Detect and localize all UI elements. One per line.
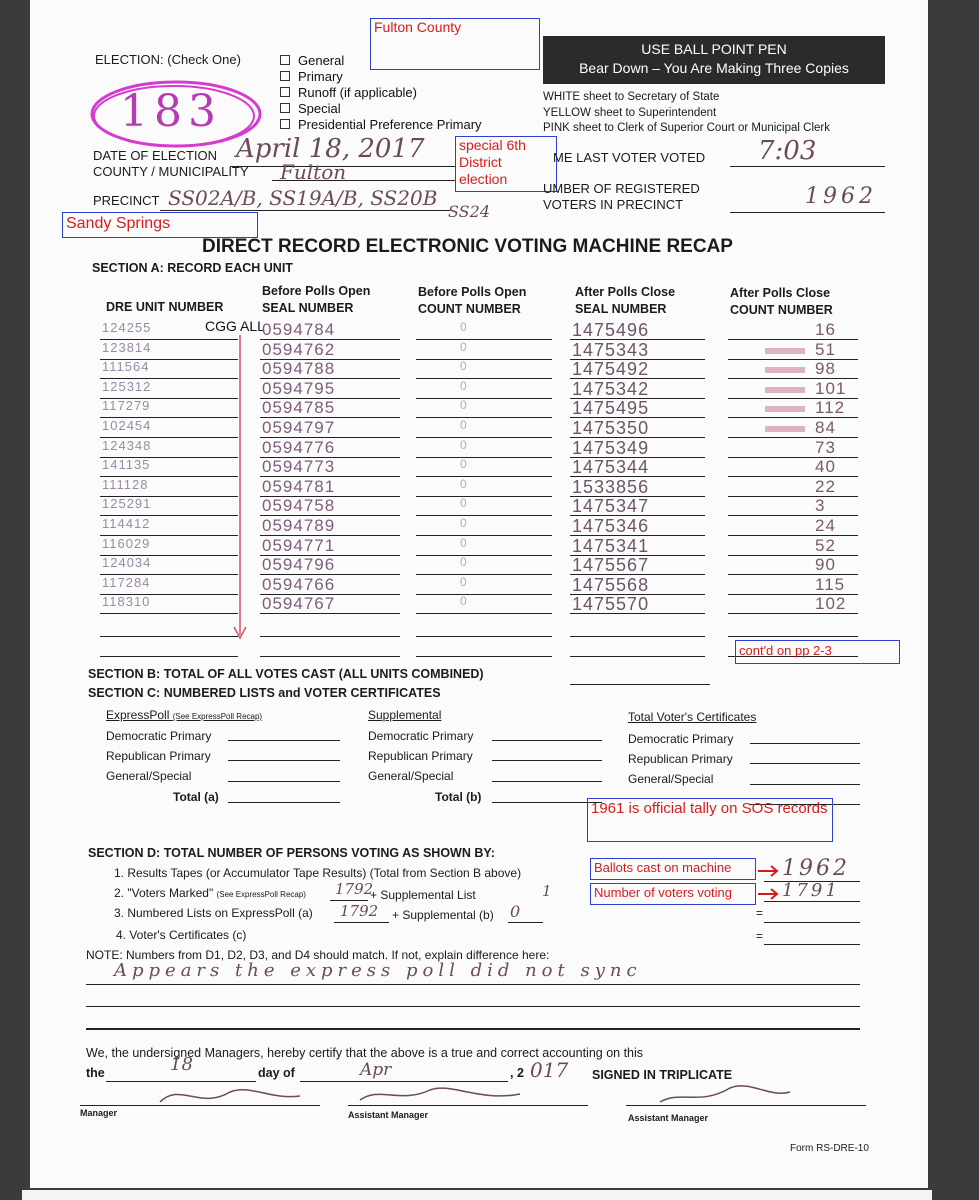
table-row	[30, 496, 928, 517]
copy-yellow: YELLOW sheet to Superintendent	[543, 106, 717, 119]
expresspoll-title: ExpressPoll (See ExpressPoll Recap)	[106, 708, 263, 722]
annotation-ballots-cast: Ballots cast on machine	[590, 858, 756, 880]
strike-mark	[765, 387, 805, 393]
before-count-number: 0	[460, 379, 468, 393]
after-seal-number: 1475350	[572, 418, 650, 438]
last-voter-label: ME LAST VOTER VOTED	[553, 150, 706, 165]
annotation-county: Fulton County	[370, 18, 540, 70]
cert-year: 017	[530, 1058, 569, 1082]
strike-mark	[765, 426, 805, 432]
table-row	[30, 379, 928, 400]
table-row	[30, 398, 928, 419]
col-before-count: Before Polls Open COUNT NUMBER	[418, 285, 527, 316]
before-count-number: 0	[460, 555, 468, 569]
col-after-seal: After Polls Close SEAL NUMBER	[575, 285, 676, 316]
table-row	[30, 320, 928, 341]
copy-white: WHITE sheet to Secretary of State	[543, 91, 720, 103]
copies-list	[543, 90, 830, 137]
before-count-number: 0	[460, 477, 468, 491]
section-c-label: SECTION C: NUMBERED LISTS and VOTER CERTIFICATES	[88, 686, 441, 700]
asst-manager-label-1: Assistant Manager	[348, 1110, 429, 1120]
unit-number: 116029	[102, 536, 151, 551]
total-b-label: Total (b)	[435, 790, 482, 804]
empty-row-line	[728, 636, 858, 637]
registered-label-1: UMBER OF REGISTERED	[543, 181, 700, 196]
unit-number: 124255	[102, 320, 152, 335]
before-seal-number: 0594767	[262, 594, 336, 613]
unit-number: 117279	[102, 398, 151, 413]
table-row	[30, 457, 928, 478]
after-count-number: 22	[815, 477, 836, 496]
after-seal-number: 1475343	[572, 340, 650, 360]
before-seal-number: 0594784	[262, 320, 336, 339]
after-seal-number: 1475495	[572, 398, 650, 418]
last-voter-value: 7:03	[758, 136, 817, 166]
table-row	[30, 516, 928, 537]
strike-mark	[765, 367, 805, 373]
after-count-number: 102	[815, 594, 847, 613]
after-seal-number: 1475570	[572, 594, 650, 614]
d2-value: 1791	[782, 880, 840, 901]
empty-row-line	[260, 636, 400, 637]
annotation-contd: cont'd on pp 2-3	[735, 640, 900, 664]
explanation: Appears the express poll did not sync	[114, 960, 642, 981]
empty-row-line	[100, 656, 238, 657]
precinct-value: SS02A/B, SS19A/B, SS20B	[168, 186, 438, 210]
county-label: COUNTY / MUNICIPALITY	[93, 164, 249, 179]
note-text: NOTE: Numbers from D1, D2, D3, and D4 should match. If not, explain difference here:	[86, 948, 550, 962]
unit-number: 123814	[102, 340, 152, 355]
d-item-1: 1. Results Tapes (or Accumulator Tape Results) (Total from Section B above)	[114, 866, 522, 880]
unit-number: 125312	[102, 379, 152, 394]
col-unit: DRE UNIT NUMBER	[106, 300, 224, 314]
d-item-3-supp-value: 0	[510, 902, 521, 921]
asst-manager-label-2: Assistant Manager	[628, 1113, 709, 1123]
after-count-number: 24	[815, 516, 836, 535]
before-count-number: 0	[460, 398, 468, 412]
option-special[interactable]: Special	[280, 101, 482, 117]
date-value: April 18, 2017	[236, 134, 425, 164]
unit-number: 114412	[102, 516, 151, 531]
row-underline	[100, 613, 238, 614]
d-item-3: 3. Numbered Lists on ExpressPoll (a)	[114, 906, 313, 920]
empty-row-line	[570, 636, 705, 637]
after-count-number: 52	[815, 536, 836, 555]
down-arrow-icon	[230, 335, 250, 645]
annotation-city: Sandy Springs	[62, 212, 258, 238]
arrow-icons	[758, 864, 782, 904]
eq-3: =	[756, 906, 764, 920]
ballpoint-line-1: USE BALL POINT PEN	[641, 41, 787, 57]
after-seal-number: 1533856	[572, 477, 650, 497]
before-seal-number: 0594762	[262, 340, 336, 359]
after-seal-number: 1475496	[572, 320, 650, 340]
eq-4: =	[756, 929, 764, 943]
annotation-special: special 6th District election	[455, 136, 557, 192]
cert-signed: SIGNED IN TRIPLICATE	[592, 1068, 733, 1082]
annotation-cgg: CGG ALL	[205, 318, 265, 334]
circled-number: 183	[120, 86, 222, 137]
table-row	[30, 594, 928, 615]
before-seal-number: 0594758	[262, 496, 336, 515]
after-seal-number: 1475342	[572, 379, 650, 399]
after-count-number: 101	[815, 379, 847, 398]
unit-number: 124034	[102, 555, 152, 570]
unit-number: 102454	[102, 418, 152, 433]
d1-value: 1962	[782, 856, 850, 881]
strike-mark	[765, 406, 805, 412]
section-d-label: SECTION D: TOTAL NUMBER OF PERSONS VOTING AS SHOWN BY:	[88, 846, 495, 860]
d-item-3-value: 1792	[340, 902, 379, 920]
table-row	[30, 536, 928, 557]
row-underline	[416, 613, 552, 614]
annotation-voters-voting: Number of voters voting	[590, 883, 756, 905]
table-row	[30, 555, 928, 576]
unit-number: 118310	[102, 594, 151, 609]
after-seal-number: 1475349	[572, 438, 650, 458]
option-ppp[interactable]: Presidential Preference Primary	[280, 117, 482, 133]
before-count-number: 0	[460, 575, 468, 589]
before-count-number: 0	[460, 320, 468, 334]
cert-year-prefix: , 2	[510, 1066, 524, 1080]
before-count-number: 0	[460, 457, 468, 471]
table-row	[30, 575, 928, 596]
after-seal-number: 1475341	[572, 536, 650, 556]
after-seal-number: 1475347	[572, 496, 650, 516]
before-seal-number: 0594796	[262, 555, 336, 574]
unit-number: 141135	[102, 457, 151, 472]
date-label: DATE OF ELECTION	[93, 148, 217, 163]
cert-day-of: day of	[258, 1066, 295, 1080]
table-row	[30, 438, 928, 459]
unit-number: 111128	[102, 477, 149, 492]
after-count-number: 115	[815, 575, 846, 594]
registered-label	[543, 181, 700, 213]
before-seal-number: 0594781	[262, 477, 336, 496]
cert-text: We, the undersigned Managers, hereby certify that the above is a true and correct accounting on this	[86, 1046, 644, 1060]
section-a-label: SECTION A: RECORD EACH UNIT	[92, 261, 293, 275]
before-seal-number: 0594789	[262, 516, 336, 535]
before-seal-number: 0594771	[262, 536, 336, 555]
registered-value: 1962	[805, 184, 877, 209]
empty-row-line	[416, 636, 552, 637]
after-count-number: 90	[815, 555, 836, 574]
precinct-value-2: SS24	[448, 202, 490, 221]
d-item-4: 4. Voter's Certificates (c)	[116, 928, 247, 942]
col-before-seal: Before Polls Open SEAL NUMBER	[262, 284, 371, 315]
after-count-number: 73	[815, 438, 836, 457]
county-value: Fulton	[280, 160, 347, 184]
option-general[interactable]: General	[280, 53, 482, 69]
election-label: ELECTION: (Check One)	[95, 52, 241, 67]
before-seal-number: 0594788	[262, 359, 336, 378]
after-count-number: 3	[815, 496, 826, 515]
strike-mark	[765, 348, 805, 354]
ballpoint-notice	[543, 36, 885, 84]
copy-pink: PINK sheet to Clerk of Superior Court or Municipal Clerk	[543, 122, 830, 134]
ballpoint-line-2: Bear Down – You Are Making Three Copies	[579, 60, 849, 76]
c-col2: Democratic Primary Republican Primary General/Special	[368, 729, 474, 783]
after-seal-number: 1475344	[572, 457, 650, 477]
before-seal-number: 0594773	[262, 457, 336, 476]
col-after-count: After Polls Close COUNT NUMBER	[730, 286, 833, 317]
row-underline	[728, 613, 858, 614]
before-count-number: 0	[460, 359, 468, 373]
table-row	[30, 340, 928, 361]
section-b-label: SECTION B: TOTAL OF ALL VOTES CAST (ALL UNITS COMBINED)	[88, 667, 484, 681]
after-seal-number: 1475346	[572, 516, 650, 536]
row-underline	[260, 613, 400, 614]
d-item-2-supp-value: 1	[542, 882, 552, 900]
before-seal-number: 0594776	[262, 438, 336, 457]
unit-number: 117284	[102, 575, 151, 590]
after-seal-number: 1475492	[572, 359, 650, 379]
total-certificates-title: Total Voter's Certificates	[628, 710, 757, 724]
annotation-official: 1961 is official tally on SOS records	[587, 798, 833, 842]
empty-row-line	[260, 656, 400, 657]
after-seal-number: 1475567	[572, 555, 650, 575]
table-row	[30, 418, 928, 439]
before-seal-number: 0594797	[262, 418, 336, 437]
before-count-number: 0	[460, 418, 468, 432]
empty-row-line	[570, 656, 705, 657]
option-primary[interactable]: Primary	[280, 69, 482, 85]
precinct-label: PRECINCT	[93, 193, 160, 208]
before-seal-number: 0594766	[262, 575, 336, 594]
before-seal-number: 0594795	[262, 379, 336, 398]
d-item-2-value: 1792	[335, 880, 374, 898]
before-count-number: 0	[460, 536, 468, 550]
d-item-3-supp: + Supplemental (b)	[392, 908, 494, 922]
unit-number: 111564	[102, 359, 150, 374]
form-title: DIRECT RECORD ELECTRONIC VOTING MACHINE RECAP	[202, 236, 733, 257]
before-count-number: 0	[460, 516, 468, 530]
unit-number: 124348	[102, 438, 152, 453]
cert-the: the	[86, 1066, 105, 1080]
table-row	[30, 359, 928, 380]
after-count-number: 84	[815, 418, 836, 437]
form-number: Form RS-DRE-10	[790, 1143, 869, 1154]
before-seal-number: 0594785	[262, 398, 336, 417]
empty-row-line	[416, 656, 552, 657]
before-count-number: 0	[460, 438, 468, 452]
registered-label-2: VOTERS IN PRECINCT	[543, 197, 684, 212]
supplemental-title: Supplemental	[368, 708, 442, 722]
form-page	[30, 0, 928, 1188]
after-count-number: 98	[815, 359, 836, 378]
d-item-2: 2. "Voters Marked" (See ExpressPoll Recap)	[114, 886, 306, 900]
d-item-2-supp: + Supplemental List	[370, 888, 476, 902]
before-count-number: 0	[460, 340, 468, 354]
total-a-label: Total (a)	[173, 790, 219, 804]
before-count-number: 0	[460, 496, 468, 510]
after-count-number: 112	[815, 398, 846, 417]
after-seal-number: 1475568	[572, 575, 650, 595]
row-underline	[570, 613, 705, 614]
c-col1: Democratic Primary Republican Primary General/Special	[106, 729, 212, 783]
option-runoff[interactable]: Runoff (if applicable)	[280, 85, 482, 101]
next-page-edge	[22, 1190, 932, 1200]
cert-month: Apr	[360, 1060, 392, 1080]
before-count-number: 0	[460, 594, 468, 608]
table-row	[30, 477, 928, 498]
cert-day: 18	[170, 1054, 193, 1075]
unit-number: 125291	[102, 496, 152, 511]
empty-row-line	[100, 636, 238, 637]
c-col3: Democratic Primary Republican Primary General/Special	[628, 732, 734, 786]
after-count-number: 16	[815, 320, 836, 339]
after-count-number: 40	[815, 457, 836, 476]
after-count-number: 51	[815, 340, 836, 359]
manager-label: Manager	[80, 1108, 118, 1118]
